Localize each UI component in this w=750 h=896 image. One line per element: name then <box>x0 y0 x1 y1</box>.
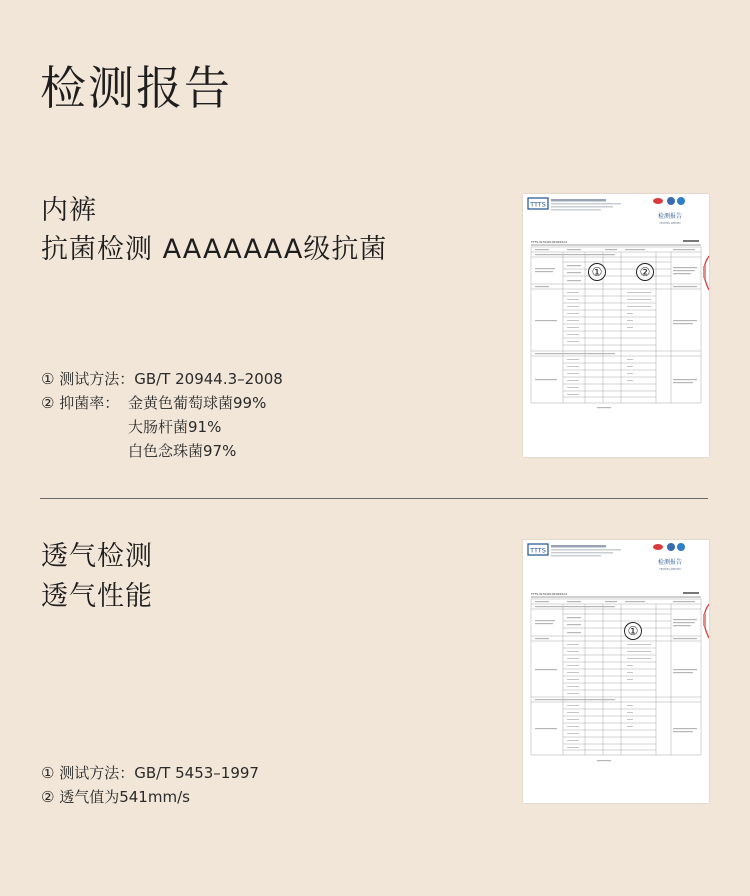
section-divider <box>40 498 708 499</box>
page-title: 检测报告 <box>40 61 232 115</box>
inhibition-rate-value: 白色念珠菌97% <box>128 442 237 460</box>
report-thumbnail <box>523 540 709 803</box>
test-method-label: ① 测试方法： <box>41 370 135 388</box>
inhibition-rate-row <box>41 391 283 463</box>
report-marker-2: ② <box>636 263 654 281</box>
section-heading-line2: 抗菌检测 AAAAAAA级抗菌 <box>41 234 388 265</box>
test-method-value: GB/T 20944.3–2008 <box>134 370 283 388</box>
test-info <box>41 761 259 809</box>
test-method-value: GB/T 5453–1997 <box>134 764 259 782</box>
test-method-row <box>41 761 259 785</box>
report-logo: TTTS <box>530 546 546 555</box>
report-number: TTTS-W70401020450A3 <box>531 240 568 244</box>
report-title: 检测报告 <box>657 559 683 566</box>
report-logo: TTTS <box>530 200 546 209</box>
inhibition-rate-value: 金黄色葡萄球菌99% <box>128 394 267 412</box>
test-method-row <box>41 367 283 391</box>
report-title: 检测报告 <box>657 213 683 220</box>
report-thumbnail <box>523 194 709 457</box>
report-marker-1: ① <box>588 263 606 281</box>
test-method-label: ① 测试方法： <box>41 764 135 782</box>
section-heading-line1: 透气检测 <box>41 541 153 572</box>
report-subtitle: TESTING REPORT <box>659 568 681 571</box>
inhibition-rate-label: ② 抑菌率： <box>41 394 120 412</box>
report-marker-1: ① <box>624 622 642 640</box>
permeability-value: ② 透气值为541mm/s <box>41 788 190 806</box>
permeability-row <box>41 785 259 809</box>
section-heading-line1: 内裤 <box>41 195 97 226</box>
report-document-drawing <box>523 194 709 457</box>
inhibition-rate-value: 大肠杆菌91% <box>128 418 222 436</box>
report-number: TTTS-W70401020450A3 <box>531 592 568 596</box>
report-document-drawing <box>523 540 709 803</box>
report-subtitle: TESTING REPORT <box>659 222 681 225</box>
test-info <box>41 367 283 463</box>
section-heading-line2: 透气性能 <box>41 581 153 612</box>
